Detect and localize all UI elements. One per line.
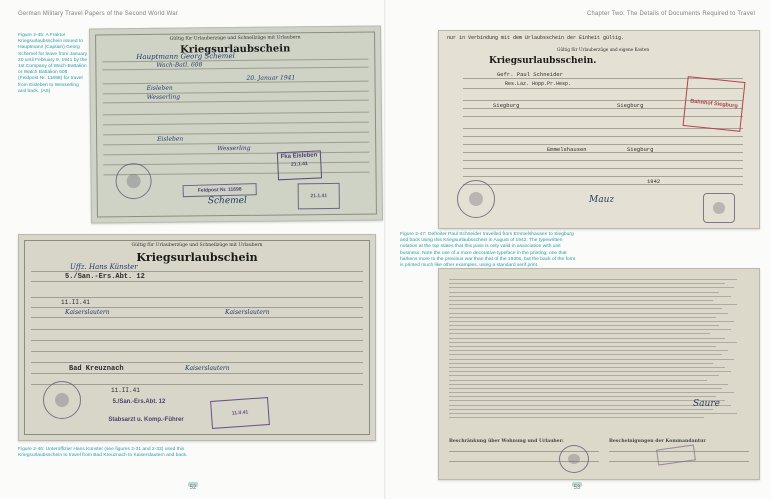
typed-date: 1942 [647, 178, 661, 185]
text-line [449, 359, 734, 360]
form-line [463, 184, 743, 185]
signature: Saure [693, 399, 720, 409]
caption-figure-2-45: Figure 2-45: A Fraktur Kriegsurlaubsschein issued to Hauptmann (Captain) Georg Schemel for leave from January 20 until February 9, 1941 by the 1st Company of Wach-Battalion or Watch Battalion 608 (Feldpost Nr. 11698) for travel from Eisleben to Wesserling and back. (AS) [18, 33, 88, 94]
text-line [449, 329, 731, 330]
unit-stamp: 5./San.-Ers.Abt. 12 [112, 399, 166, 405]
left-page [0, 0, 385, 499]
document-kriegsurlaubschein-2 [18, 234, 376, 441]
text-line [449, 367, 725, 368]
form-line [103, 112, 369, 116]
form-line [102, 67, 368, 71]
handwritten-destination: Kaiserslautern [185, 365, 230, 372]
form-line [103, 132, 369, 136]
form-line [463, 168, 743, 169]
text-line [449, 325, 719, 326]
form-line [103, 91, 369, 95]
form-line [31, 362, 363, 363]
caption-figure-2-47-a: Figure 2-47: Gefreiter Paul Schneider travelled from Emmelshausen to Siegburg and back using this Kriegsurlaubsschein in August of 1942. The typewritten notation at the top states that this pass is only valid in association with unit business. Note the use of a more decorative typeface in the printing, one that harkens more to the previous war than that of the 1930s, but the back of the form is printed much like other examples, using a standard serif print. [400, 232, 576, 269]
form-line [103, 152, 369, 156]
text-line [449, 283, 725, 284]
handwritten-destination: Wesserling [217, 144, 251, 153]
handwritten-destination: Kaiserslautern [225, 309, 270, 316]
form-line [463, 128, 743, 129]
feldpost-stamp: Feldpost Nr. 11698 [183, 183, 257, 197]
form-line [31, 281, 363, 282]
form-line [463, 176, 743, 177]
text-line [449, 405, 731, 406]
typed-destination: Emmelshausen [547, 146, 587, 153]
form-line [31, 384, 363, 385]
date-stamp: 11.II.41 [210, 397, 270, 429]
text-line [449, 308, 722, 309]
form-line [463, 160, 743, 161]
text-line [449, 380, 707, 381]
text-line [449, 292, 719, 293]
form-line [103, 81, 369, 85]
text-line [449, 279, 737, 280]
form-header: Gültig für Urlauberzüge und eigene Kosten [556, 47, 650, 52]
document-reverse-side [438, 268, 760, 480]
text-line [449, 417, 704, 418]
form-line [103, 122, 369, 126]
handwritten-destination: Eisleben [157, 135, 184, 143]
form-title: Kriegsurlaubschein [180, 43, 291, 56]
typed-origin: Siegburg [493, 102, 520, 109]
handwritten-destination: Kaiserslautern [65, 309, 110, 316]
typed-unit: Res.Laz. Hopp.Pr.Hesp. [505, 81, 572, 87]
text-line [449, 413, 737, 414]
handwritten-unit: Wach-Batl. 608 [156, 61, 203, 69]
form-line [31, 351, 363, 352]
form-line [463, 152, 743, 153]
caption-figure-2-46: Figure 2-46: Unteroffizier Hans Künster (see figures 2-31 and 2-33) used this Kriegsurlaubsschein to travel from Bad Kreuznach to Kaiserslautern and back. [18, 447, 188, 459]
form-line [31, 297, 363, 298]
stamp-date: 21.1.41 [290, 160, 308, 168]
form-header: Gültig für Urlauberzüge und Schnellzüge mit Urlaubern [131, 243, 263, 248]
text-line [449, 296, 731, 297]
text-line [449, 409, 713, 410]
form-line [103, 100, 369, 104]
handwritten-destination: Eisleben [146, 84, 173, 92]
footer-right-heading: Bescheinigungen der Kommandantur [609, 439, 706, 444]
form-line [463, 136, 743, 137]
typed-origin: Siegburg [627, 146, 654, 153]
text-line [449, 375, 719, 376]
form-line [31, 317, 363, 318]
text-line [449, 317, 716, 318]
railway-stamp [277, 150, 322, 180]
form-line [103, 162, 369, 166]
form-line [31, 373, 363, 374]
text-line [449, 287, 734, 288]
typed-date: 11.II.41 [61, 299, 90, 306]
railway-stamp-red: Bahnhof Siegburg [683, 76, 746, 132]
running-head-left: German Military Travel Papers of the Second World War [18, 11, 178, 17]
document-kriegsurlaubschein-1 [89, 25, 383, 223]
form-title: Kriegsurlaubschein [136, 251, 258, 264]
form-title: Kriegsurlaubsschein. [489, 56, 597, 66]
text-line [449, 354, 722, 355]
document-border [95, 32, 377, 218]
text-line [449, 392, 734, 393]
text-line [449, 321, 734, 322]
date-stamp: 21.1.41 [298, 183, 340, 209]
right-page [386, 0, 771, 499]
text-line [449, 400, 725, 401]
running-head-right: Chapter Two: The Details of Documents Required to Travel [586, 11, 755, 17]
typed-top-note: nur in Verbindung mit dem Urlaubsschein der Einheit gültig. [447, 35, 625, 41]
text-line [449, 342, 737, 343]
typed-date: 11.II.41 [111, 387, 140, 394]
ink-stamp [656, 444, 696, 465]
signature: Mauz [589, 195, 615, 205]
stamp-text: Fka Eisleben [280, 152, 318, 161]
typed-origin: Bad Kreuznach [69, 365, 124, 373]
text-line [449, 338, 725, 339]
handwritten-date: 20. Januar 1941 [246, 74, 296, 82]
document-border [457, 45, 749, 222]
form-header: Gültig für Urlauberzüge und Schnellzüge mit Urlaubern [169, 35, 301, 42]
typed-name: Gefr. Paul Schneider [497, 71, 564, 78]
text-line [449, 371, 731, 372]
document-border [24, 240, 370, 435]
document-kriegsurlaubsschein-3 [438, 30, 760, 229]
form-line [31, 307, 363, 308]
page-number-right: 53 [573, 485, 581, 491]
eagle-seal-stamp [115, 163, 151, 199]
eagle-seal-stamp [457, 180, 495, 218]
text-line [449, 396, 716, 397]
commander-stamp: Stabsarzt u. Komp.-Führer [108, 417, 184, 423]
text-line [449, 346, 716, 347]
seal-stamp [703, 193, 735, 223]
handwritten-destination: Wesserling [146, 93, 181, 101]
text-line [449, 304, 737, 305]
typed-origin: Siegburg [617, 102, 644, 109]
form-line [463, 144, 743, 145]
page-number-left: 52 [189, 485, 197, 491]
typed-unit: 5./San.-Ers.Abt. 12 [65, 273, 145, 281]
text-line [449, 363, 713, 364]
text-line [449, 350, 728, 351]
eagle-seal-stamp [559, 445, 589, 473]
handwritten-rank: Uffz. Hans Künster [70, 263, 138, 271]
form-line [31, 329, 363, 330]
text-line [449, 300, 713, 301]
form-line [31, 340, 363, 341]
text-line [449, 388, 722, 389]
eagle-seal-stamp [43, 381, 81, 419]
form-line [31, 271, 363, 272]
text-line [449, 333, 710, 334]
signature: Schemel [207, 195, 247, 207]
text-line [449, 384, 728, 385]
footer-left-heading: Beschränkung über Wohnung und Urlauber: [449, 439, 564, 444]
handwritten-name: Hauptmann Georg Schemel [136, 52, 235, 62]
text-line [449, 313, 728, 314]
